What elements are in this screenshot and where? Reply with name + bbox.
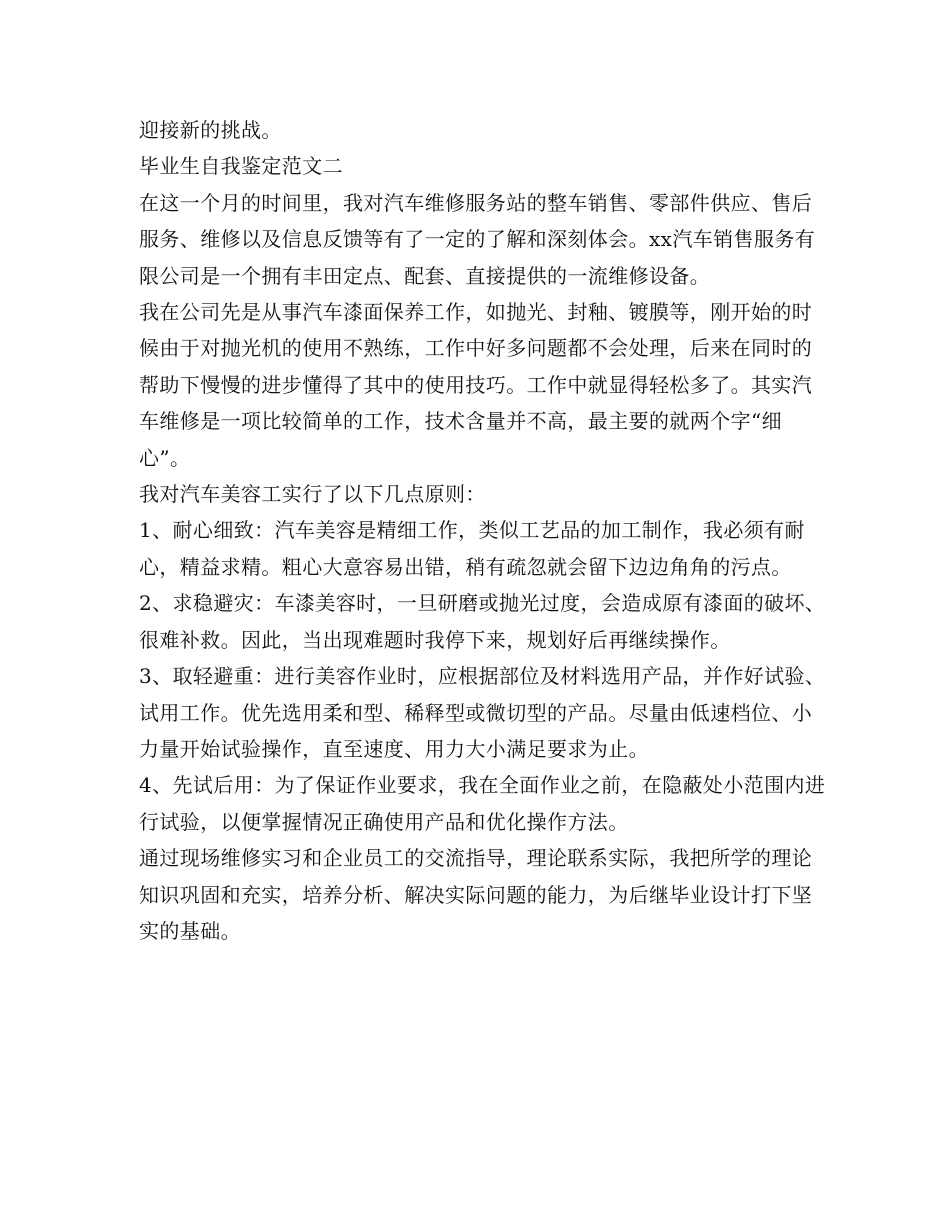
list-item-principle-4: 4、先试后用：为了保证作业要求，我在全面作业之前，在隐蔽处小范围内进行试验，以便掌握情况正确使用产品和优化操作方法。	[139, 773, 826, 834]
document-body	[139, 112, 829, 949]
paragraph-principles-intro: 我对汽车美容工实行了以下几点原则：	[139, 482, 486, 507]
paragraph-intro: 在这一个月的时间里，我对汽车维修服务站的整车销售、零部件供应、售后服务、维修以及信息反馈等有了一定的了解和深刻体会。xx汽车销售服务有限公司是一个拥有丰田定点、配套、直接提供的一流维修设备。	[139, 190, 816, 288]
list-item-principle-2: 2、求稳避灾：车漆美容时，一旦研磨或抛光过度，会造成原有漆面的破坏、很难补救。因此，当出现难题时我停下来，规划好后再继续操作。	[139, 591, 826, 652]
paragraph-closing-line: 迎接新的挑战。	[139, 118, 282, 142]
list-item-principle-3: 3、取轻避重：进行美容作业时，应根据部位及材料选用产品，并作好试验、试用工作。优先选用柔和型、稀释型或微切型的产品。尽量由低速档位、小力量开始试验操作，直至速度、用力大小满足要求为止。	[139, 664, 826, 761]
list-item-principle-1: 1、耐心细致：汽车美容是精细工作，类似工艺品的加工制作，我必须有耐心，精益求精。粗心大意容易出错，稍有疏忽就会留下边边角角的污点。	[139, 518, 805, 579]
section-heading: 毕业生自我鉴定范文二	[139, 154, 343, 179]
paragraph-work-experience: 我在公司先是从事汽车漆面保养工作，如抛光、封釉、镀膜等，刚开始的时候由于对抛光机的使用不熟练，工作中好多问题都不会处理，后来在同时的帮助下慢慢的进步懂得了其中的使用技巧。工作中就显得轻松多了。其实汽车维修是一项比较简单的工作，技术含量并不高，最主要的就两个字“细心”。	[139, 300, 813, 470]
paragraph-conclusion: 通过现场维修实习和企业员工的交流指导，理论联系实际，我把所学的理论知识巩固和充实，培养分析、解决实际问题的能力，为后继毕业设计打下坚实的基础。	[139, 846, 813, 943]
